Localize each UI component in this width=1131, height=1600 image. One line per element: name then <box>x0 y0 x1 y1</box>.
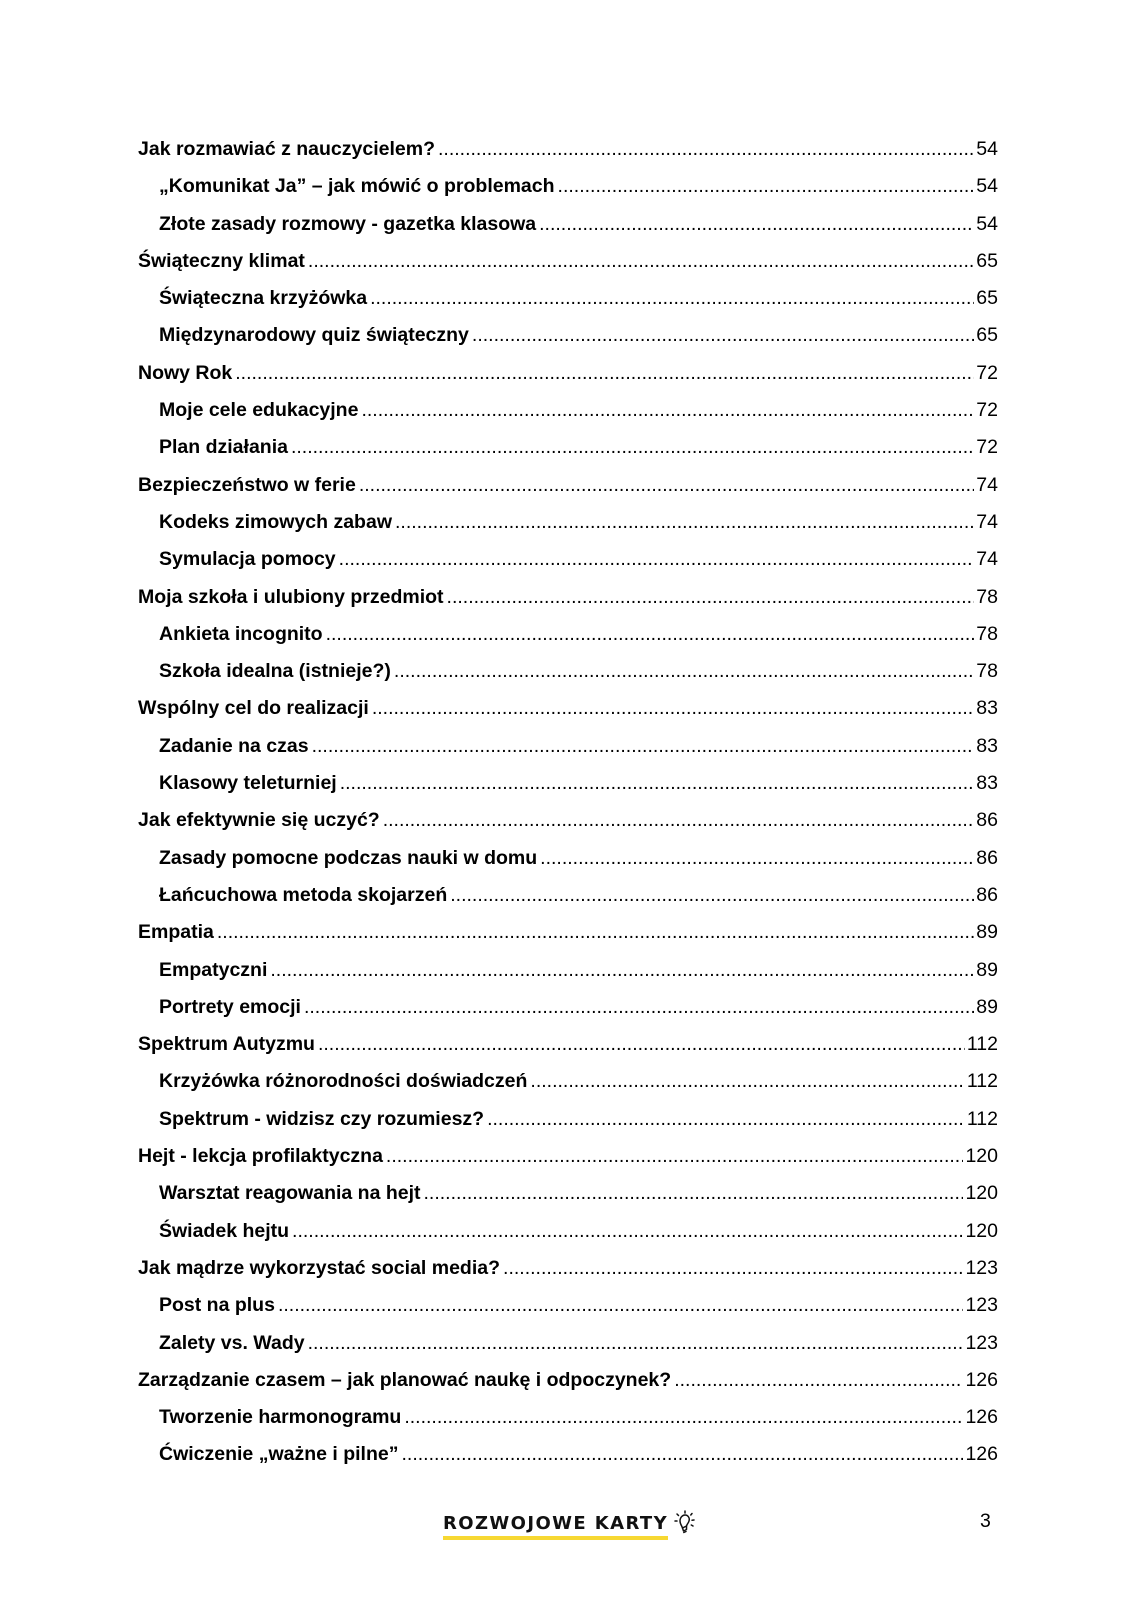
toc-entry-page: 54 <box>976 138 998 160</box>
toc-subentry <box>138 317 998 354</box>
toc-subentry <box>138 280 998 317</box>
toc-entry-title: Jak efektywnie się uczyć? <box>138 809 380 832</box>
toc-entry-page: 78 <box>976 585 998 608</box>
toc-entry-title: Empatyczni <box>159 958 268 981</box>
toc-entry <box>138 131 998 168</box>
dot-leader <box>291 429 974 466</box>
toc-subentry <box>138 1063 998 1100</box>
toc-subentry <box>138 1399 998 1436</box>
toc-entry-page: 126 <box>965 1406 998 1429</box>
dot-leader <box>487 1101 965 1138</box>
toc-entry-page: 54 <box>976 212 998 235</box>
toc-subentry <box>138 1325 998 1362</box>
toc-entry-title: Zarządzanie czasem – jak planować naukę i odpoczynek? <box>138 1368 672 1391</box>
toc-entry-page: 112 <box>966 1070 998 1093</box>
toc-entry-title: Nowy Rok <box>138 361 233 384</box>
toc-entry <box>138 802 998 839</box>
toc-entry <box>138 690 998 727</box>
toc-entry-title: Spektrum - widzisz czy rozumiesz? <box>159 1107 485 1130</box>
dot-leader <box>326 616 975 653</box>
toc-entry-page: 78 <box>976 622 998 645</box>
toc-subentry <box>138 429 998 466</box>
toc-entry-page: 72 <box>976 399 998 422</box>
toc-entry-title: Złote zasady rozmowy - gazetka klasowa <box>159 212 537 235</box>
dot-leader <box>304 989 974 1026</box>
toc-entry-page: 74 <box>976 473 998 496</box>
dot-leader <box>308 243 974 280</box>
toc-entry <box>138 1138 998 1175</box>
toc-subentry <box>138 1213 998 1250</box>
toc-entry-page: 126 <box>965 1443 998 1466</box>
toc-entry-page: 65 <box>976 249 998 272</box>
dot-leader <box>450 877 974 914</box>
toc-entry <box>138 243 998 280</box>
toc-entry-title: Zalety vs. Wady <box>159 1331 305 1354</box>
dot-leader <box>539 206 974 243</box>
toc-entry-page: 126 <box>965 1368 998 1391</box>
dot-leader <box>361 392 974 429</box>
toc-entry-page: 120 <box>965 1182 998 1205</box>
toc-entry-page: 72 <box>976 436 998 459</box>
dot-leader <box>372 690 974 727</box>
toc-entry-title: Szkoła idealna (istnieje?) <box>159 660 391 683</box>
dot-leader <box>278 1287 964 1324</box>
toc-entry-title: Ankieta incognito <box>159 622 323 645</box>
toc-entry-title: Moja szkoła i ulubiony przedmiot <box>138 585 444 608</box>
dot-leader <box>395 504 974 541</box>
dot-leader <box>339 541 975 578</box>
toc-subentry <box>138 168 998 205</box>
dot-leader <box>394 653 974 690</box>
dot-leader <box>401 1436 963 1473</box>
toc-entry-title: Kodeks zimowych zabaw <box>159 510 392 533</box>
toc-subentry <box>138 989 998 1026</box>
toc-entry-title: Zadanie na czas <box>159 734 309 757</box>
toc-entry-page: 120 <box>965 1219 998 1242</box>
dot-leader <box>318 1026 965 1063</box>
toc-entry-title: Klasowy teleturniej <box>159 772 337 795</box>
toc-entry <box>138 355 998 392</box>
toc-entry-title: Spektrum Autyzmu <box>138 1033 315 1056</box>
dot-leader <box>386 1138 964 1175</box>
dot-leader <box>308 1325 964 1362</box>
toc-entry-page: 65 <box>976 287 998 310</box>
brand-logo <box>443 1513 698 1553</box>
dot-leader <box>404 1399 963 1436</box>
logo-text: ROZWOJOWE KARTY <box>443 1513 668 1540</box>
toc-entry-title: Symulacja pomocy <box>159 548 336 571</box>
toc-entry-page: 123 <box>965 1331 998 1354</box>
dot-leader <box>383 802 975 839</box>
toc-entry-page: 89 <box>976 958 998 981</box>
toc-entry <box>138 579 998 616</box>
toc-entry <box>138 467 998 504</box>
toc-entry-title: Ćwiczenie „ważne i pilne” <box>159 1443 399 1466</box>
toc-subentry <box>138 392 998 429</box>
toc-entry-title: Hejt - lekcja profilaktyczna <box>138 1145 383 1168</box>
toc-subentry <box>138 1287 998 1324</box>
toc-subentry <box>138 616 998 653</box>
toc-entry-page: 74 <box>976 548 998 571</box>
dot-leader <box>530 1063 965 1100</box>
toc-entry-page: 83 <box>976 697 998 720</box>
page-number: 3 <box>980 1510 991 1532</box>
dot-leader <box>292 1213 963 1250</box>
toc-entry-title: Warsztat reagowania na hejt <box>159 1182 421 1205</box>
dot-leader <box>558 168 975 205</box>
toc-entry-title: Międzynarodowy quiz świąteczny <box>159 324 469 347</box>
toc-subentry <box>138 840 998 877</box>
dot-leader <box>359 467 974 504</box>
toc-entry-title: Jak rozmawiać z nauczycielem? <box>138 138 435 160</box>
toc-subentry <box>138 765 998 802</box>
toc-entry-title: Jak mądrze wykorzystać social media? <box>138 1256 501 1279</box>
toc-entry-page: 86 <box>976 809 998 832</box>
toc-entry-page: 112 <box>966 1107 998 1130</box>
toc-entry-title: Wspólny cel do realizacji <box>138 697 369 720</box>
toc-subentry <box>138 541 998 578</box>
toc-entry <box>138 914 998 951</box>
dot-leader <box>674 1362 963 1399</box>
toc-entry-title: Świąteczna krzyżówka <box>159 287 368 310</box>
toc-entry-page: 86 <box>976 846 998 869</box>
toc-subentry <box>138 1101 998 1138</box>
toc-subentry <box>138 206 998 243</box>
toc-entry-title: Świadek hejtu <box>159 1219 290 1242</box>
dot-leader <box>312 728 975 765</box>
toc-entry-title: Krzyżówka różnorodności doświadczeń <box>159 1070 528 1093</box>
toc-subentry <box>138 728 998 765</box>
dot-leader <box>235 355 974 392</box>
lightbulb-icon <box>672 1510 698 1538</box>
toc-entry-page: 72 <box>976 361 998 384</box>
toc-entry-title: Post na plus <box>159 1294 275 1317</box>
toc-entry-title: Plan działania <box>159 436 288 459</box>
toc-entry-page: 89 <box>976 995 998 1018</box>
toc-entry-title: Empatia <box>138 921 214 944</box>
toc-subentry <box>138 1175 998 1212</box>
toc-entry-page: 120 <box>965 1145 998 1168</box>
dot-leader <box>540 840 974 877</box>
toc-entry-page: 83 <box>976 772 998 795</box>
toc-subentry <box>138 653 998 690</box>
toc-entry-page: 123 <box>965 1294 998 1317</box>
dot-leader <box>472 317 974 354</box>
dot-leader <box>217 914 974 951</box>
toc-subentry <box>138 504 998 541</box>
toc-entry-page: 123 <box>965 1256 998 1279</box>
toc-subentry <box>138 952 998 989</box>
toc-entry-title: Bezpieczeństwo w ferie <box>138 473 356 496</box>
toc-entry-page: 65 <box>976 324 998 347</box>
toc-subentry <box>138 877 998 914</box>
dot-leader <box>438 131 974 168</box>
toc-entry-page: 54 <box>976 175 998 198</box>
toc-entry-page: 89 <box>976 921 998 944</box>
dot-leader <box>424 1175 964 1212</box>
dot-leader <box>270 952 974 989</box>
dot-leader <box>340 765 975 802</box>
toc-subentry <box>138 1436 998 1473</box>
toc-entry <box>138 1362 998 1399</box>
toc-entry-page: 86 <box>976 883 998 906</box>
toc-entry-title: Świąteczny klimat <box>138 249 305 272</box>
toc-entry-title: Moje cele edukacyjne <box>159 399 359 422</box>
toc-entry-title: Łańcuchowa metoda skojarzeń <box>159 883 448 906</box>
table-of-contents <box>138 131 998 1474</box>
toc-entry-title: Tworzenie harmonogramu <box>159 1406 402 1429</box>
toc-entry-page: 112 <box>966 1033 998 1056</box>
toc-entry <box>138 1026 998 1063</box>
dot-leader <box>447 579 975 616</box>
toc-entry-page: 83 <box>976 734 998 757</box>
dot-leader <box>370 280 974 317</box>
toc-entry-title: „Komunikat Ja” – jak mówić o problemach <box>159 175 555 198</box>
toc-entry-title: Zasady pomocne podczas nauki w domu <box>159 846 538 869</box>
toc-entry-page: 78 <box>976 660 998 683</box>
toc-entry-title: Portrety emocji <box>159 995 301 1018</box>
toc-entry <box>138 1250 998 1287</box>
toc-entry-page: 74 <box>976 510 998 533</box>
dot-leader <box>503 1250 963 1287</box>
